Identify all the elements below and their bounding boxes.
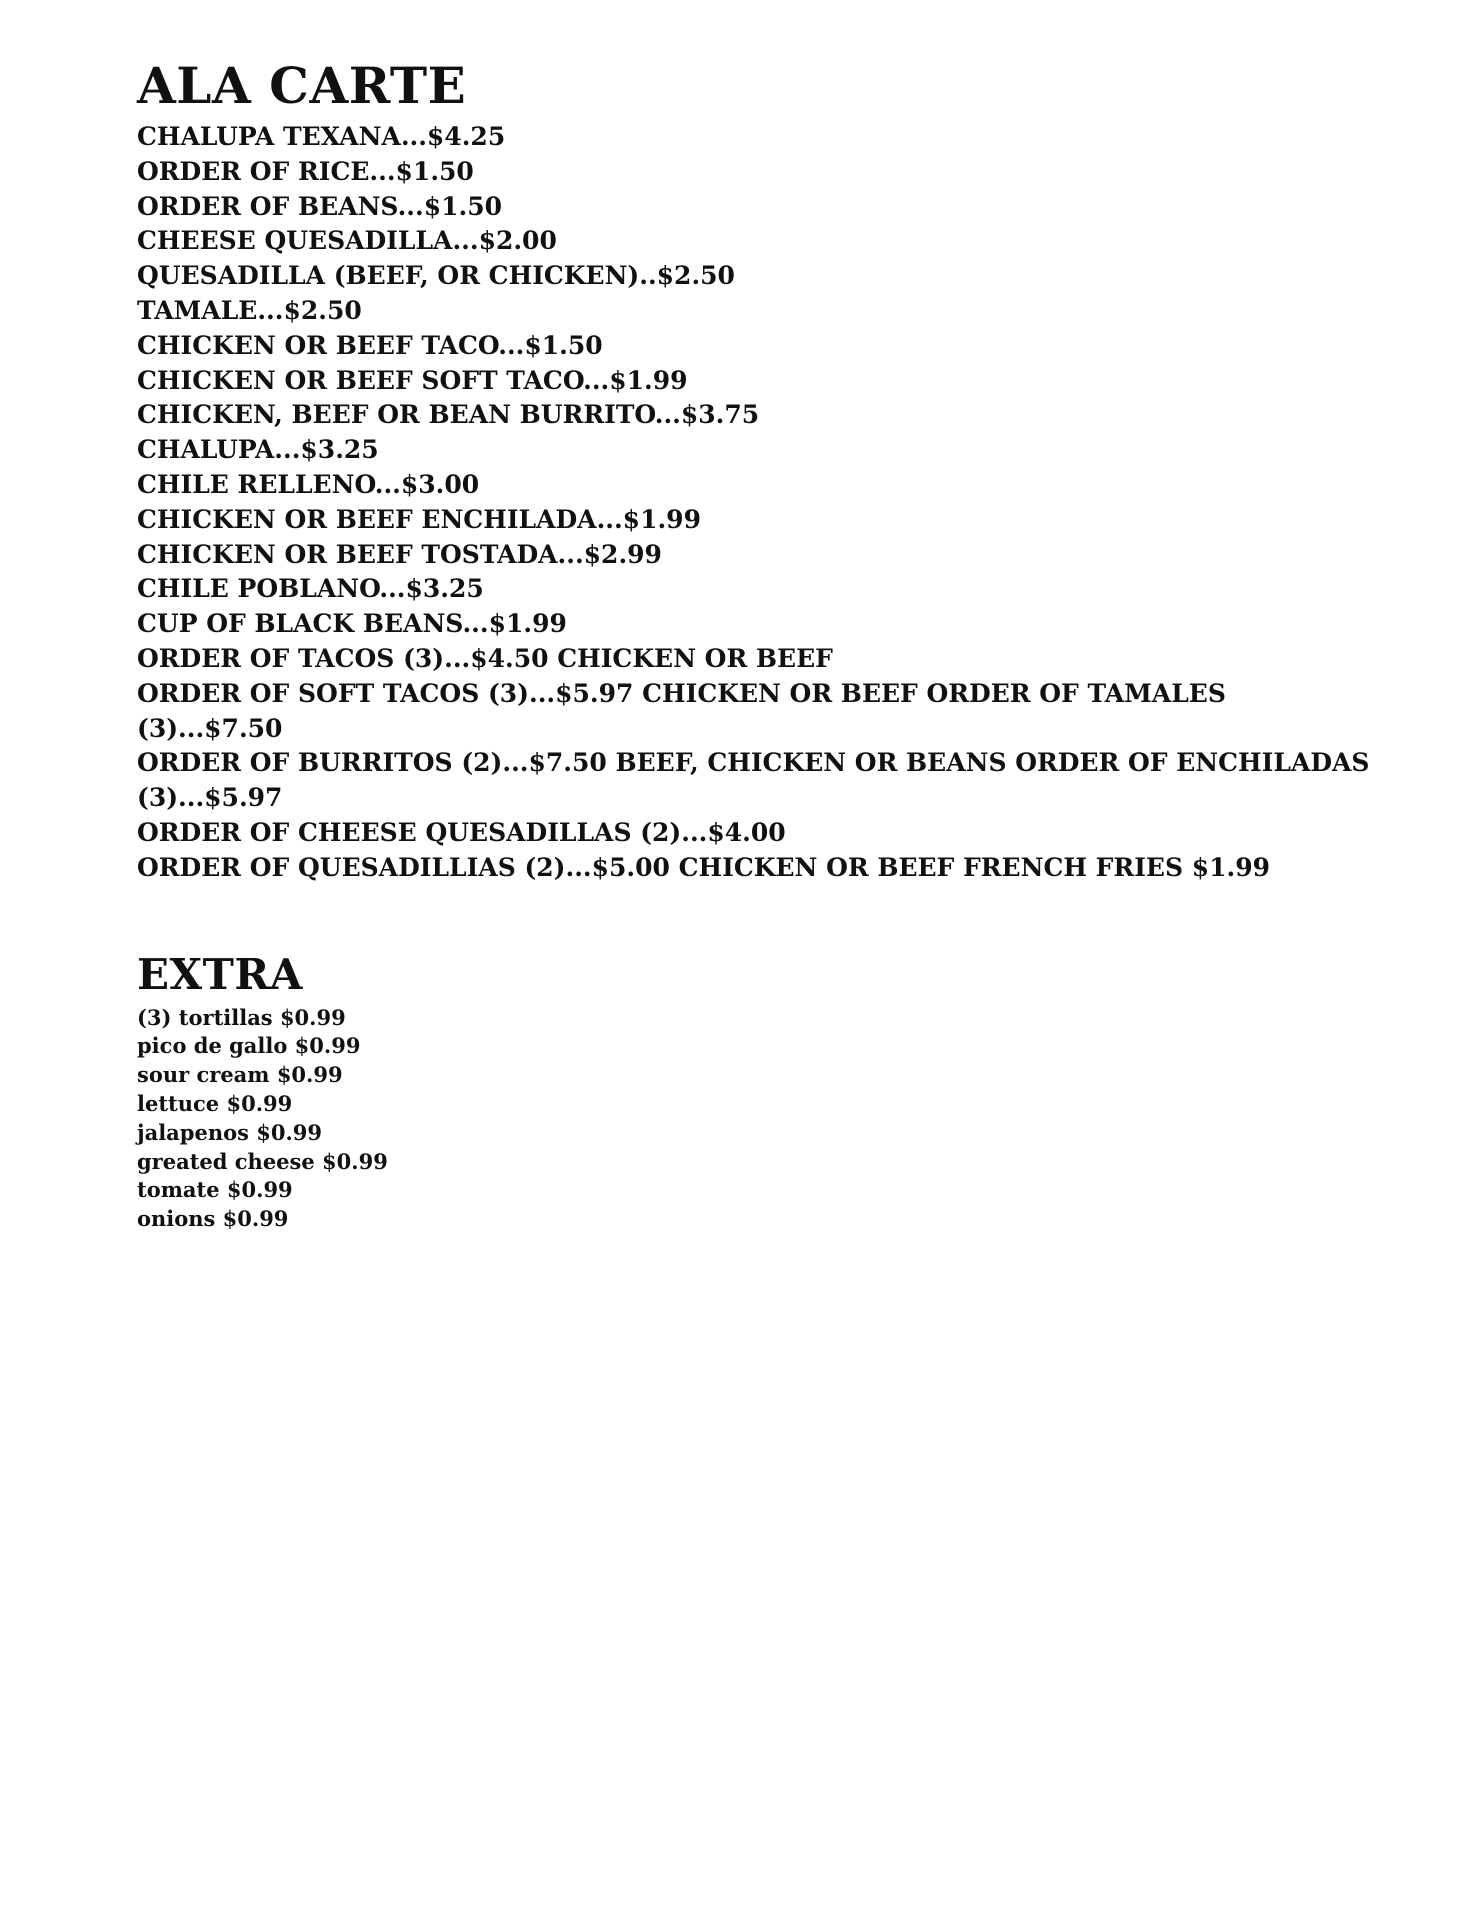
menu-item-order-of-enchiladas-price: (3)...$5.97 bbox=[137, 783, 283, 813]
extra-item-tortillas: (3) tortillas $0.99 bbox=[137, 1004, 346, 1030]
menu-item-enchilada: CHICKEN OR BEEF ENCHILADA...$1.99 bbox=[137, 504, 701, 534]
extra-list bbox=[137, 1004, 1377, 1234]
menu-item-order-of-burritos: ORDER OF BURRITOS (2)...$7.50 BEEF, CHICKEN OR BEANS ORDER OF ENCHILADAS bbox=[137, 748, 1370, 778]
menu-item-cheese-quesadilla: CHEESE QUESADILLA...$2.00 bbox=[137, 226, 557, 256]
menu-item-tostada: CHICKEN OR BEEF TOSTADA...$2.99 bbox=[137, 539, 662, 569]
extra-item-greated-cheese: greated cheese $0.99 bbox=[137, 1148, 388, 1174]
menu-item-order-of-cheese-quesadillas: ORDER OF CHEESE QUESADILLAS (2)...$4.00 bbox=[137, 817, 786, 847]
extra-title: EXTRA bbox=[137, 949, 303, 999]
menu-item-order-of-tacos: ORDER OF TACOS (3)...$4.50 CHICKEN OR BEEF bbox=[137, 643, 833, 673]
extra-item-pico-de-gallo: pico de gallo $0.99 bbox=[137, 1033, 361, 1059]
menu-item-order-of-soft-tacos: ORDER OF SOFT TACOS (3)...$5.97 CHICKEN OR BEEF ORDER OF TAMALES (3)...$7.50 bbox=[137, 678, 1235, 743]
extra-section bbox=[137, 950, 1377, 1234]
menu-item-chile-relleno: CHILE RELLENO...$3.00 bbox=[137, 469, 480, 499]
menu-item-order-of-beans: ORDER OF BEANS...$1.50 bbox=[137, 191, 502, 221]
menu-item-chicken-or-beef-taco: CHICKEN OR BEEF TACO...$1.50 bbox=[137, 330, 603, 360]
menu-item-order-of-quesadillias: ORDER OF QUESADILLIAS (2)...$5.00 CHICKEN OR BEEF FRENCH FRIES $1.99 bbox=[137, 852, 1270, 882]
menu-item-burrito: CHICKEN, BEEF OR BEAN BURRITO...$3.75 bbox=[137, 400, 760, 430]
menu-item-chalupa: CHALUPA...$3.25 bbox=[137, 435, 379, 465]
menu-item-chile-poblano: CHILE POBLANO...$3.25 bbox=[137, 574, 484, 604]
extra-item-lettuce: lettuce $0.99 bbox=[137, 1090, 293, 1116]
ala-carte-section bbox=[137, 56, 1377, 886]
extra-item-sour-cream: sour cream $0.99 bbox=[137, 1062, 343, 1088]
menu-item-cup-of-black-beans: CUP OF BLACK BEANS...$1.99 bbox=[137, 609, 567, 639]
extra-item-onions: onions $0.99 bbox=[137, 1206, 289, 1232]
ala-carte-title: ALA CARTE bbox=[137, 56, 467, 115]
menu-item-chalupa-texana: CHALUPA TEXANA...$4.25 bbox=[137, 122, 506, 151]
extra-item-jalapenos: jalapenos $0.99 bbox=[137, 1119, 323, 1145]
menu-item-order-of-rice: ORDER OF RICE...$1.50 bbox=[137, 156, 474, 186]
menu-page bbox=[137, 56, 1377, 1234]
ala-carte-list bbox=[137, 120, 1377, 886]
menu-item-chicken-or-beef-soft-taco: CHICKEN OR BEEF SOFT TACO...$1.99 bbox=[137, 365, 688, 395]
menu-item-quesadilla-beef-or-chicken: QUESADILLA (BEEF, OR CHICKEN)..$2.50 bbox=[137, 261, 735, 291]
extra-item-tomate: tomate $0.99 bbox=[137, 1177, 293, 1203]
menu-item-tamale: TAMALE...$2.50 bbox=[137, 295, 362, 325]
